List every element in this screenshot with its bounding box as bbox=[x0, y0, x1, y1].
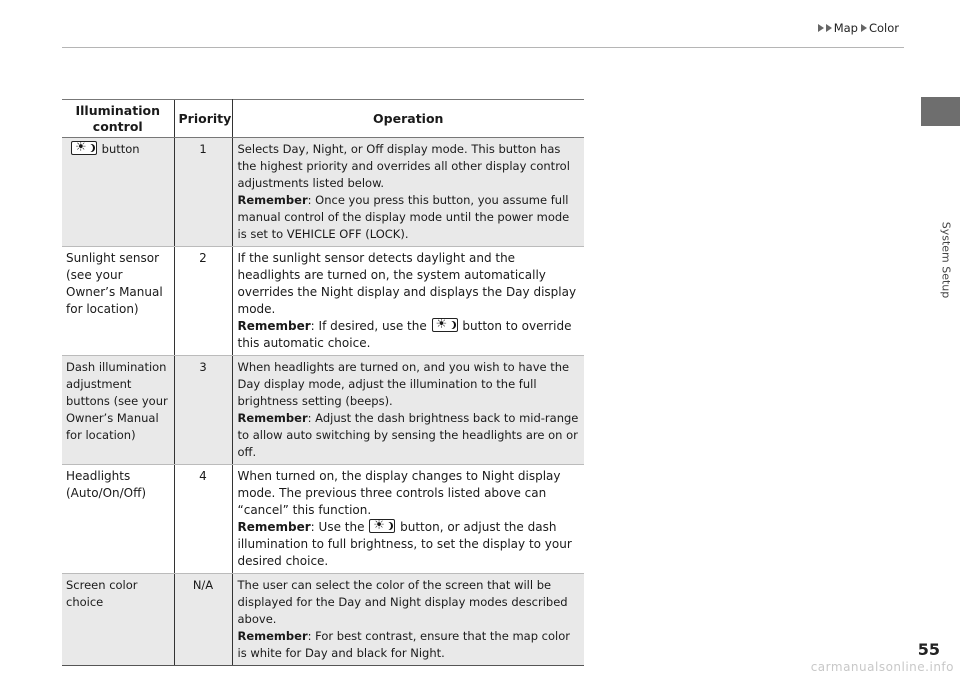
table-row bbox=[62, 356, 584, 465]
breadcrumb-arrow-icon bbox=[818, 24, 824, 32]
remember-text-continued: button, or adjust the dash illumination to full brightness, to set the display to your desired choice. bbox=[237, 520, 572, 568]
table-row bbox=[62, 465, 584, 574]
remember-text-continued: button to override this automatic choice. bbox=[237, 319, 572, 350]
remember-label: Remember bbox=[237, 520, 311, 534]
priority-cell: 2 bbox=[174, 247, 232, 356]
remember-text: : Adjust the dash brightness back to mid-range to allow auto switching by sensing the headlights are on or off. bbox=[237, 411, 579, 459]
priority-cell: N/A bbox=[174, 574, 232, 666]
table-header-row bbox=[62, 100, 584, 138]
operation-cell bbox=[232, 356, 584, 465]
control-label: button bbox=[101, 142, 140, 156]
day-night-display-icon: ☀ bbox=[369, 519, 395, 533]
remember-text: : Use the bbox=[310, 520, 365, 534]
remember-label: Remember bbox=[237, 411, 308, 425]
control-cell: Screen color choice bbox=[62, 574, 174, 666]
control-cell: Sunlight sensor (see your Owner’s Manual for location) bbox=[62, 247, 174, 356]
priority-cell: 3 bbox=[174, 356, 232, 465]
operation-cell bbox=[232, 574, 584, 666]
operation-text: When turned on, the display changes to Night display mode. The previous three controls listed above can “cancel” this function. bbox=[237, 469, 561, 517]
watermark: carmanualsonline.info bbox=[810, 660, 954, 674]
remember-text: : Once you press this button, you assume full manual control of the display mode until the power mode is set to VEHICLE OFF (LOCK). bbox=[237, 193, 570, 241]
operation-text: If the sunlight sensor detects daylight and the headlights are turned on, the system automatically overrides the Night display and displays the Day display mode. bbox=[237, 251, 577, 316]
remember-label: Remember bbox=[237, 193, 308, 207]
breadcrumb-item-map[interactable]: Map bbox=[833, 21, 858, 35]
priority-cell: 4 bbox=[174, 465, 232, 574]
table-row bbox=[62, 574, 584, 666]
table-row bbox=[62, 247, 584, 356]
table-row bbox=[62, 138, 584, 247]
header-illumination-control: Illumination control bbox=[62, 100, 174, 138]
remember-text: : For best contrast, ensure that the map color is white for Day and black for Night. bbox=[237, 629, 570, 660]
day-night-display-icon: ☀ bbox=[432, 318, 458, 332]
breadcrumb-arrow-icon bbox=[861, 24, 867, 32]
remember-label: Remember bbox=[237, 319, 311, 333]
section-label-text: System Setup bbox=[939, 221, 953, 299]
breadcrumb-item-color[interactable]: Color bbox=[868, 21, 899, 35]
section-tab-marker bbox=[921, 97, 960, 126]
operation-cell bbox=[232, 465, 584, 574]
section-side-label bbox=[936, 210, 956, 310]
priority-cell: 1 bbox=[174, 138, 232, 247]
operation-text: When headlights are turned on, and you wish to have the Day display mode, adjust the illumination to the full brightness setting (beeps). bbox=[237, 360, 570, 408]
header-priority: Priority bbox=[174, 100, 232, 138]
operation-text: Selects Day, Night, or Off display mode. This button has the highest priority and overrides all other display control adjustments listed below. bbox=[237, 142, 570, 190]
remember-label: Remember bbox=[237, 629, 308, 643]
illumination-control-table bbox=[62, 99, 584, 666]
page-number: 55 bbox=[917, 640, 940, 659]
control-cell: Dash illumination adjustment buttons (see your Owner’s Manual for location) bbox=[62, 356, 174, 465]
breadcrumb-arrow-icon bbox=[826, 24, 832, 32]
day-night-display-icon: ☀ bbox=[71, 141, 97, 155]
control-cell bbox=[62, 138, 174, 247]
operation-cell bbox=[232, 138, 584, 247]
header-divider bbox=[62, 47, 904, 48]
operation-cell bbox=[232, 247, 584, 356]
header-operation: Operation bbox=[232, 100, 584, 138]
operation-text: The user can select the color of the screen that will be displayed for the Day and Night display modes described above. bbox=[237, 578, 568, 626]
control-cell: Headlights (Auto/On/Off) bbox=[62, 465, 174, 574]
remember-text: : If desired, use the bbox=[310, 319, 427, 333]
breadcrumb bbox=[818, 21, 902, 35]
